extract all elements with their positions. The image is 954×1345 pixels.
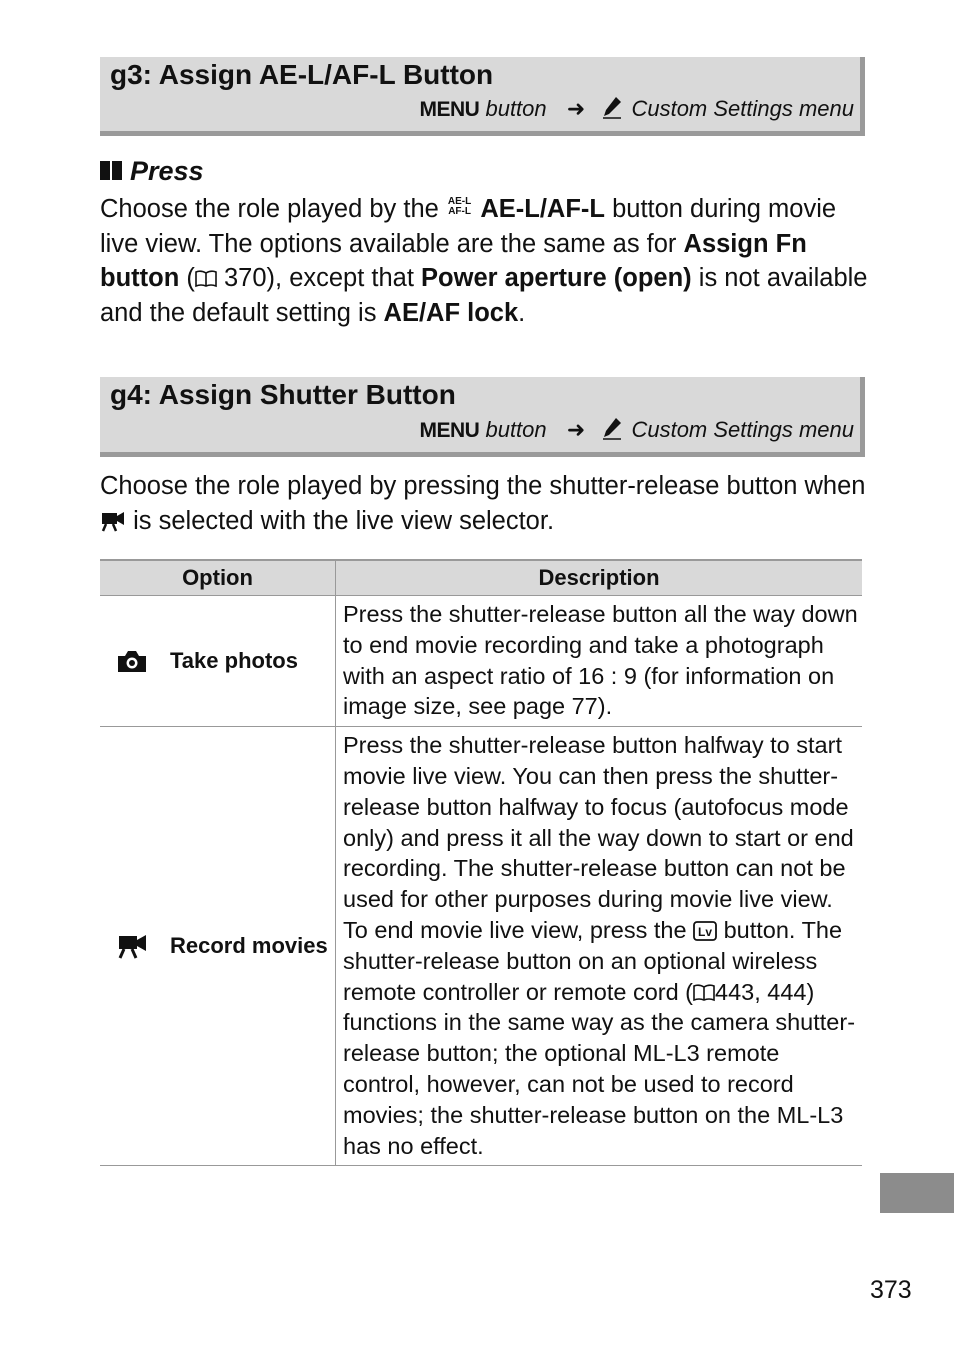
g3-title: g3: Assign AE-L/AF-L Button	[110, 59, 494, 90]
page-number: 373	[870, 1276, 912, 1304]
press-subheading: Press	[100, 156, 204, 187]
option-cell	[100, 727, 336, 1166]
g4-section-header	[100, 377, 865, 457]
arrow-icon: ➜	[566, 95, 586, 121]
pencil-icon	[601, 95, 625, 125]
subheading-marker-icon	[100, 156, 124, 187]
camera-icon	[116, 648, 148, 674]
page-reference-icon	[693, 984, 715, 1002]
table-header-row	[100, 560, 862, 596]
options-table	[100, 559, 862, 1166]
g3-description: Choose the role played by the AE-L AF-L AE-L/AF-L button during movie live view. The options available are the same as for Assign Fn button ( 370), except that Power aperture (open) is not available and the default setting is AE/AF lock.	[100, 195, 868, 327]
arrow-icon: ➜	[566, 416, 586, 442]
column-header-option: Option	[100, 560, 336, 596]
movie-camera-icon	[116, 933, 148, 959]
description-cell: Press the shutter-release button halfway to start movie live view. You can then press the shutter-release button halfway to focus (autofocus mode only) and press it all the way down to start or end recording. The shutter-release button can not be used for other purposes during movie live view. To end movie live view, press the Lv button. The shutter-release button on an optional wireless remote controller or remote cord ( 443, 444) functions in the same way as the camera shutter-release button; the optional ML-L3 remote control, however, can not be used to record movies; the shutter-release button on the ML-L3 has no effect.	[336, 727, 863, 1166]
g4-title: g4: Assign Shutter Button	[110, 379, 456, 410]
g3-menu-path: MENU button ➜ Custom Settings menu	[420, 95, 855, 125]
live-view-button-icon	[693, 921, 717, 941]
description-cell: Press the shutter-release button all the way down to end movie recording and take a photograph with an aspect ratio of 16 : 9 (for information on image size, see page 77).	[336, 596, 863, 727]
option-label: Record movies	[170, 933, 328, 959]
ae-l-af-l-icon: AE-L AF-L	[447, 196, 472, 217]
column-header-description: Description	[336, 560, 863, 596]
option-cell	[100, 596, 336, 727]
page-reference-icon	[195, 263, 217, 281]
section-tab-marker	[880, 1173, 954, 1213]
menu-button-icon: MENU	[419, 418, 480, 442]
option-label: Take photos	[170, 648, 298, 674]
menu-button-icon: MENU	[419, 97, 480, 121]
g3-section-header	[100, 57, 865, 136]
movie-camera-icon	[100, 507, 126, 535]
pencil-icon	[601, 416, 625, 446]
g4-description: Choose the role played by pressing the shutter-release button when is selected with the live view selector.	[100, 472, 866, 535]
table-row	[100, 727, 862, 1166]
table-row	[100, 596, 862, 727]
g4-menu-path: MENU button ➜ Custom Settings menu	[420, 416, 855, 446]
svg-text:Lv: Lv	[698, 924, 713, 939]
